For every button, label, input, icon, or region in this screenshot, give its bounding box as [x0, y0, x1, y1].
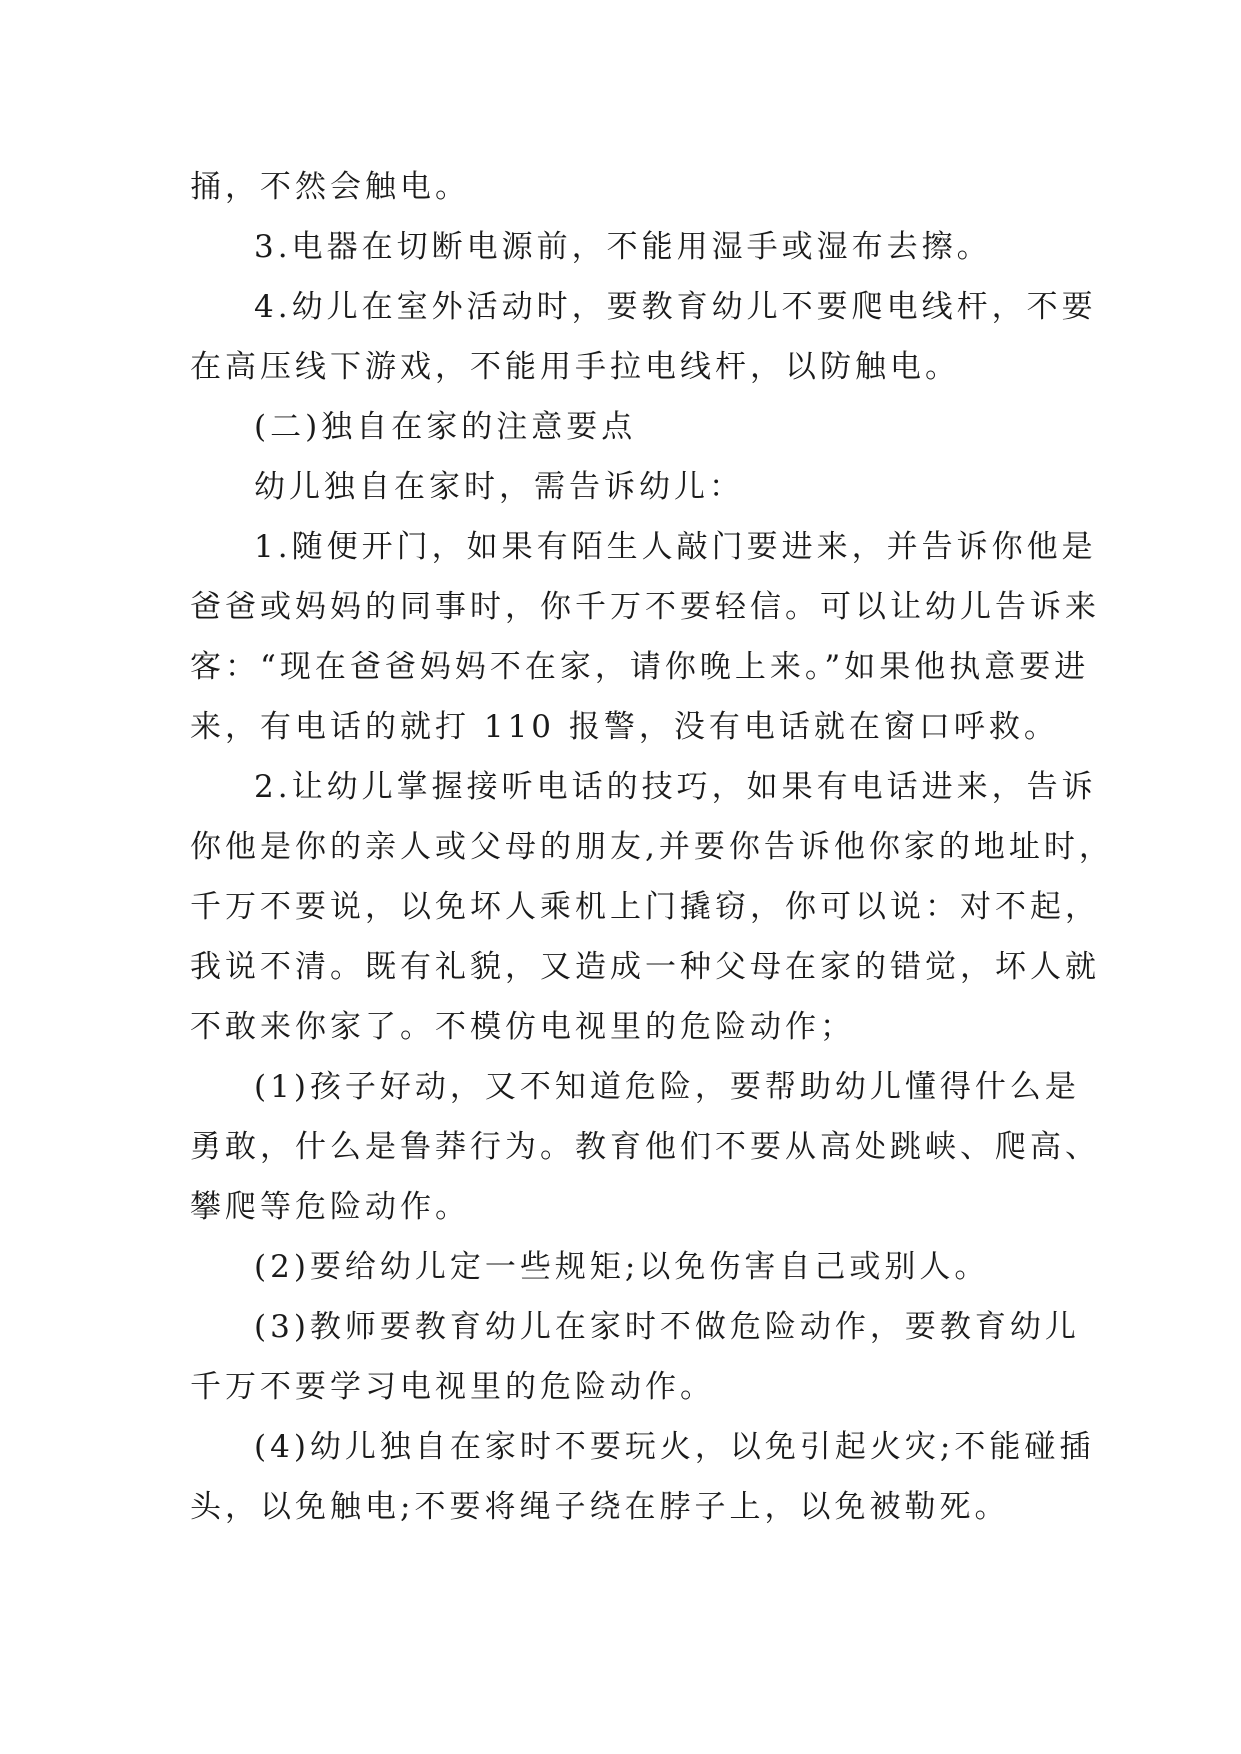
text-line: 勇敢，什么是鲁莽行为。教育他们不要从高处跳峡、爬高、 — [190, 1129, 1100, 1165]
text-line: 不敢来你家了。不模仿电视里的危险动作； — [190, 1009, 855, 1045]
text-line: 3.电器在切断电源前，不能用湿手或湿布去擦。 — [254, 229, 992, 265]
text-line: 我说不清。既有礼貌，又造成一种父母在家的错觉，坏人就 — [190, 949, 1100, 985]
paragraph — [190, 1297, 1080, 1417]
paragraph — [190, 217, 1050, 277]
text-line: 4.幼儿在室外活动时，要教育幼儿不要爬电线杆，不要 — [254, 289, 1097, 325]
text-line: 来，有电话的就打 110 报警，没有电话就在窗口呼救。 — [190, 709, 1059, 745]
text-line: 千万不要说，以免坏人乘机上门撬窃，你可以说：对不起， — [190, 889, 1100, 925]
text-line: (二)独自在家的注意要点 — [254, 409, 637, 445]
text-line: 2.让幼儿掌握接听电话的技巧，如果有电话进来，告诉 — [254, 769, 1097, 805]
text-line: (2)要给幼儿定一些规矩;以免伤害自己或别人。 — [254, 1249, 990, 1285]
text-line: 头，以免触电;不要将绳子绕在脖子上，以免被勒死。 — [190, 1489, 1010, 1525]
paragraph — [190, 1237, 1050, 1297]
paragraph — [190, 1057, 1100, 1237]
text-line: 爸爸或妈妈的同事时，你千万不要轻信。可以让幼儿告诉来 — [190, 589, 1100, 625]
text-line: 幼儿独自在家时，需告诉幼儿： — [254, 469, 744, 505]
text-line: 攀爬等危险动作。 — [190, 1189, 470, 1225]
text-line: (4)幼儿独自在家时不要玩火，以免引起火灾;不能碰插 — [254, 1429, 1095, 1465]
paragraph — [190, 277, 1097, 397]
text-line: (3)教师要教育幼儿在家时不做危险动作，要教育幼儿 — [254, 1309, 1080, 1345]
text-line: 千万不要学习电视里的危险动作。 — [190, 1369, 715, 1405]
document-body — [190, 157, 1114, 1537]
text-line: 在高压线下游戏，不能用手拉电线杆，以防触电。 — [190, 349, 960, 385]
section-heading — [190, 397, 1050, 457]
paragraph — [190, 457, 1050, 517]
paragraph — [190, 517, 1100, 757]
paragraph — [190, 157, 1050, 217]
text-line: 客：“现在爸爸妈妈不在家，请你晚上来。”如果他执意要进 — [190, 649, 1090, 685]
text-line: 1.随便开门，如果有陌生人敲门要进来，并告诉你他是 — [254, 529, 1097, 565]
paragraph — [190, 757, 1114, 1057]
text-line: 你他是你的亲人或父母的朋友,并要你告诉他你家的地址时， — [190, 829, 1114, 865]
text-line: 捅，不然会触电。 — [190, 169, 470, 205]
text-line: (1)孩子好动，又不知道危险，要帮助幼儿懂得什么是 — [254, 1069, 1080, 1105]
paragraph — [190, 1417, 1095, 1537]
